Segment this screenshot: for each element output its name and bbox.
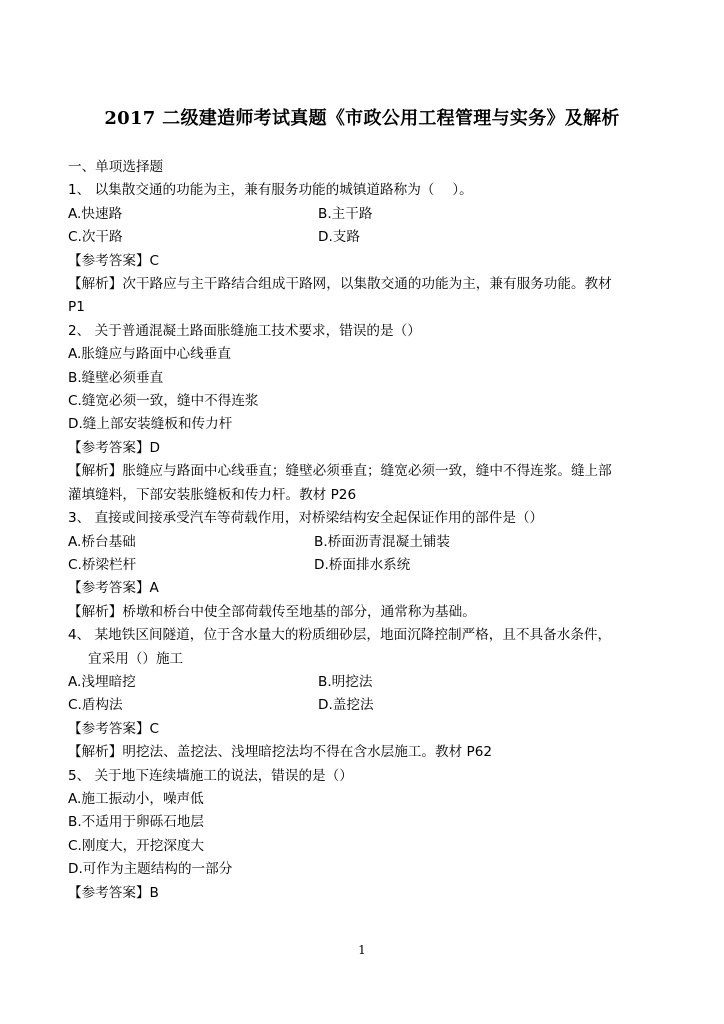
option-d: D.盖挖法 bbox=[318, 697, 374, 714]
option-b: B.主干路 bbox=[318, 205, 373, 222]
question-3-analysis: 【解析】桥墩和桥台中使全部荷载传至地基的部分，通常称为基础。 bbox=[68, 603, 476, 620]
question-3-stem: 3、 直接或间接承受汽车等荷载作用，对桥梁结构安全起保证作用的部件是（） bbox=[68, 510, 544, 527]
option-b: B.桥面沥青混凝土铺装 bbox=[314, 533, 450, 550]
option-d: D.可作为主题结构的一部分 bbox=[68, 861, 233, 878]
option-c: C.刚度大，开挖深度大 bbox=[68, 837, 205, 854]
question-5-answer: 【参考答案】B bbox=[68, 884, 159, 901]
question-3-options-row-1 bbox=[68, 531, 660, 554]
question-1-options-row-1 bbox=[68, 203, 660, 226]
option-a: A.快速路 bbox=[68, 205, 123, 222]
question-4-options-row-2 bbox=[68, 694, 660, 717]
option-c: C.次干路 bbox=[68, 229, 123, 246]
question-4-stem: 4、 某地铁区间隧道，位于含水量大的粉质细砂层，地面沉降控制严格，且不具备水条件， bbox=[68, 627, 612, 644]
option-c: C.桥梁栏杆 bbox=[68, 556, 137, 573]
option-b: B.缝壁必须垂直 bbox=[68, 369, 164, 386]
question-1-analysis: 【解析】次干路应与主干路结合组成干路网，以集散交通的功能为主，兼有服务功能。教材 bbox=[68, 276, 612, 293]
question-5-stem: 5、 关于地下连续墙施工的说法，错误的是（） bbox=[68, 767, 353, 784]
question-4-options-row-1 bbox=[68, 671, 660, 694]
option-d: D.支路 bbox=[318, 229, 360, 246]
option-b: B.不适用于卵砾石地层 bbox=[68, 814, 204, 831]
document-body bbox=[68, 156, 660, 905]
document-title: 2017 二级建造师考试真题《市政公用工程管理与实务》及解析 bbox=[104, 108, 620, 129]
question-2-analysis: 【解析】胀缝应与路面中心线垂直；缝壁必须垂直；缝宽必须一致，缝中不得连浆。缝上部 bbox=[68, 463, 612, 480]
question-4-answer: 【参考答案】C bbox=[68, 720, 160, 737]
option-b: B.明挖法 bbox=[318, 673, 373, 690]
page-number: 1 bbox=[358, 943, 366, 957]
question-3-options-row-2 bbox=[68, 554, 660, 577]
question-1-options-row-2 bbox=[68, 226, 660, 249]
question-1-answer: 【参考答案】C bbox=[68, 252, 160, 269]
option-c: C.缝宽必须一致，缝中不得连浆 bbox=[68, 393, 259, 410]
question-4-analysis: 【解析】明挖法、盖挖法、浅埋暗挖法均不得在含水层施工。教材 P62 bbox=[68, 744, 493, 761]
question-1-stem: 1、 以集散交通的功能为主，兼有服务功能的城镇道路称为（ ）。 bbox=[68, 182, 473, 199]
option-d: D.桥面排水系统 bbox=[314, 556, 411, 573]
question-2-answer: 【参考答案】D bbox=[68, 439, 161, 456]
option-a: A.桥台基础 bbox=[68, 533, 136, 550]
option-c: C.盾构法 bbox=[68, 697, 123, 714]
option-a: A.施工振动小，噪声低 bbox=[68, 790, 204, 807]
question-1-analysis-cont: P1 bbox=[68, 299, 85, 316]
section-heading: 一、单项选择题 bbox=[68, 159, 164, 175]
question-4-stem-cont: 宜采用（）施工 bbox=[88, 650, 184, 667]
option-d: D.缝上部安装缝板和传力杆 bbox=[68, 416, 233, 433]
question-2-analysis-cont: 灌填缝料，下部安装胀缝板和传力杆。教材 P26 bbox=[68, 486, 357, 503]
question-2-stem: 2、 关于普通混凝土路面胀缝施工技术要求，错误的是（） bbox=[68, 322, 421, 339]
question-3-answer: 【参考答案】A bbox=[68, 580, 159, 597]
option-a: A.胀缝应与路面中心线垂直 bbox=[68, 346, 231, 363]
option-a: A.浅埋暗挖 bbox=[68, 673, 136, 690]
